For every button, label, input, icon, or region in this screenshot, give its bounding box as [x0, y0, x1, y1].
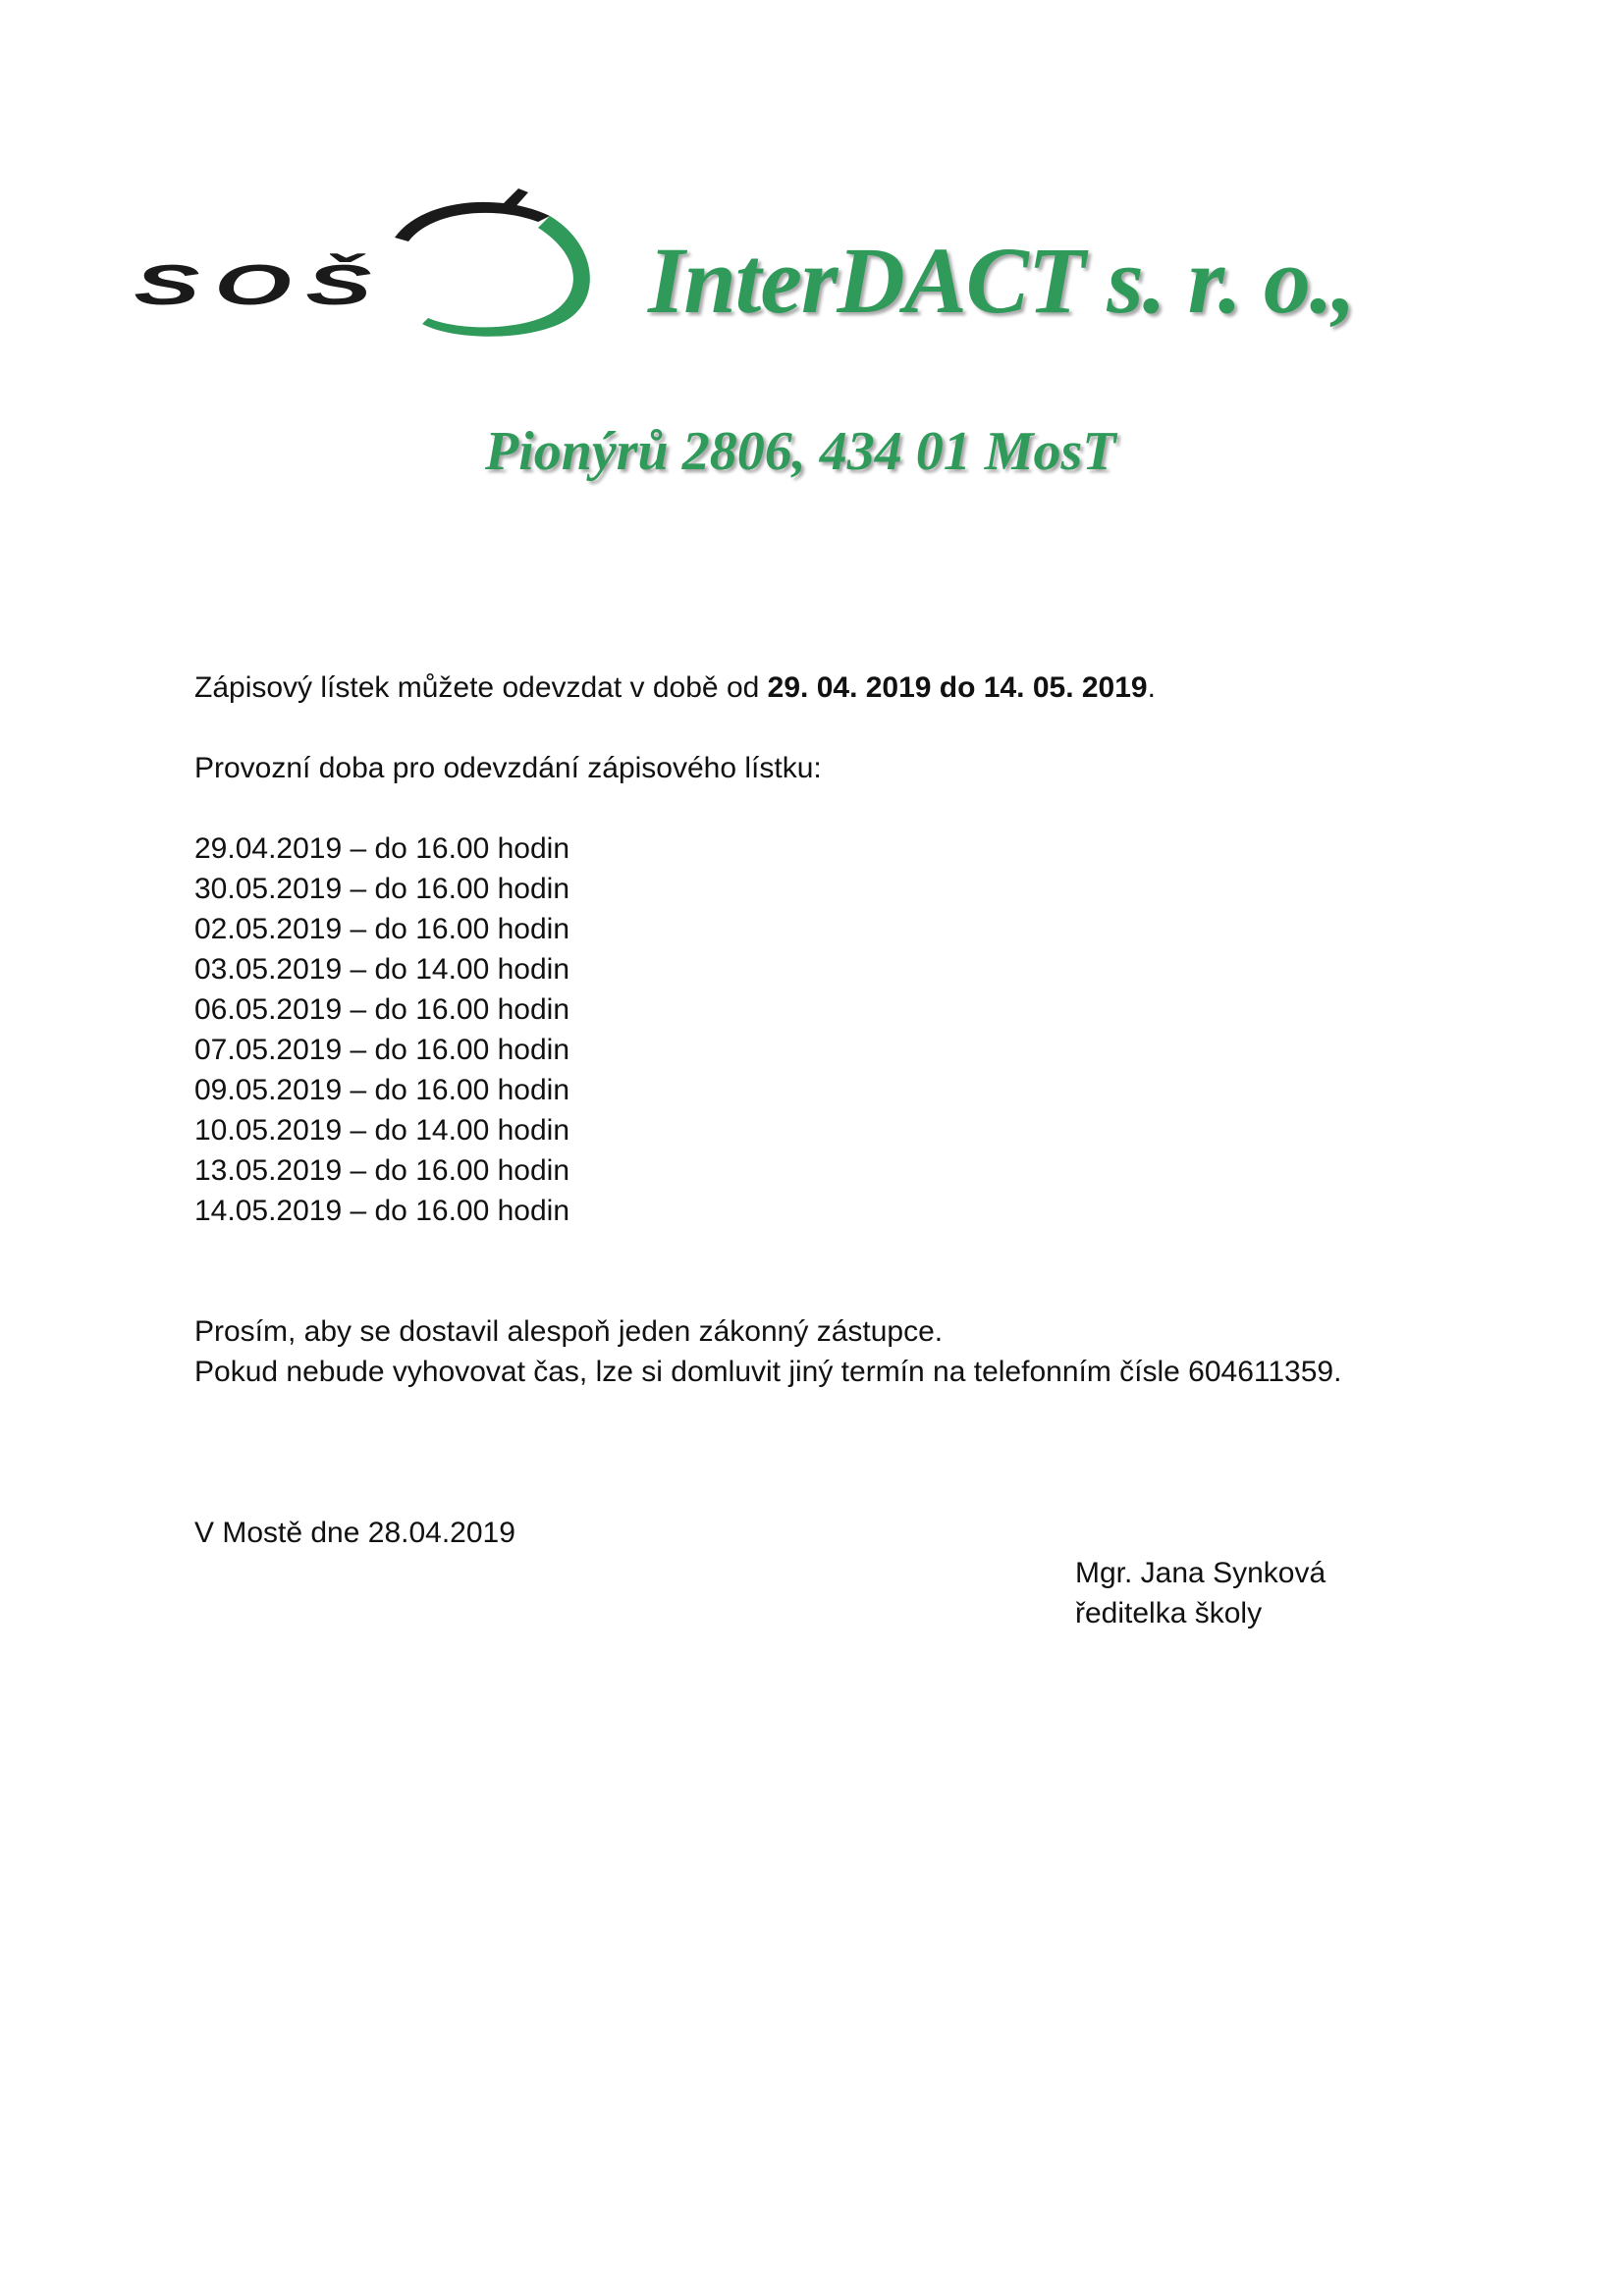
place-date: V Mostě dne 28.04.2019 — [194, 1517, 515, 1549]
intro-period: 29. 04. 2019 do 14. 05. 2019 — [767, 671, 1148, 704]
hours-item: 07.05.2019 – do 16.00 hodin — [194, 1034, 570, 1066]
logo-wordmark: SOŠ — [134, 253, 387, 317]
intro-suffix: . — [1147, 671, 1156, 704]
school-logo — [128, 187, 609, 344]
request-line-2: Pokud nebude vyhovovat čas, lze si domluvit jiný termín na telefonním čísle 604611359. — [194, 1356, 1342, 1388]
logo-green-arc — [422, 216, 590, 337]
hours-item: 30.05.2019 – do 16.00 hodin — [194, 873, 570, 905]
request-line-1: Prosím, aby se dostavil alespoň jeden zákonný zástupce. — [194, 1315, 944, 1348]
hours-item: 09.05.2019 – do 16.00 hodin — [194, 1074, 570, 1106]
hours-heading: Provozní doba pro odevzdání zápisového lístku: — [194, 752, 822, 784]
logo-dark-arc — [395, 202, 550, 241]
intro-prefix: Zápisový lístek můžete odevzdat v době od — [194, 671, 768, 704]
hours-item: 02.05.2019 – do 16.00 hodin — [194, 913, 570, 945]
hours-item: 14.05.2019 – do 16.00 hodin — [194, 1195, 570, 1227]
signature-name: Mgr. Jana Synková — [1075, 1557, 1326, 1589]
hours-list — [194, 828, 569, 1231]
hours-item: 03.05.2019 – do 14.00 hodin — [194, 953, 570, 986]
company-address: Pionýrů 2806, 434 01 MosT — [485, 421, 1116, 482]
hours-item: 29.04.2019 – do 16.00 hodin — [194, 832, 570, 865]
company-name: InterDACT s. r. o., — [648, 228, 1355, 333]
hours-item: 10.05.2019 – do 14.00 hodin — [194, 1114, 570, 1147]
hours-item: 13.05.2019 – do 16.00 hodin — [194, 1154, 570, 1187]
signature-block — [1075, 1553, 1326, 1633]
signature-title: ředitelka školy — [1075, 1597, 1263, 1629]
intro-paragraph — [194, 667, 1156, 708]
hours-item: 06.05.2019 – do 16.00 hodin — [194, 993, 570, 1026]
